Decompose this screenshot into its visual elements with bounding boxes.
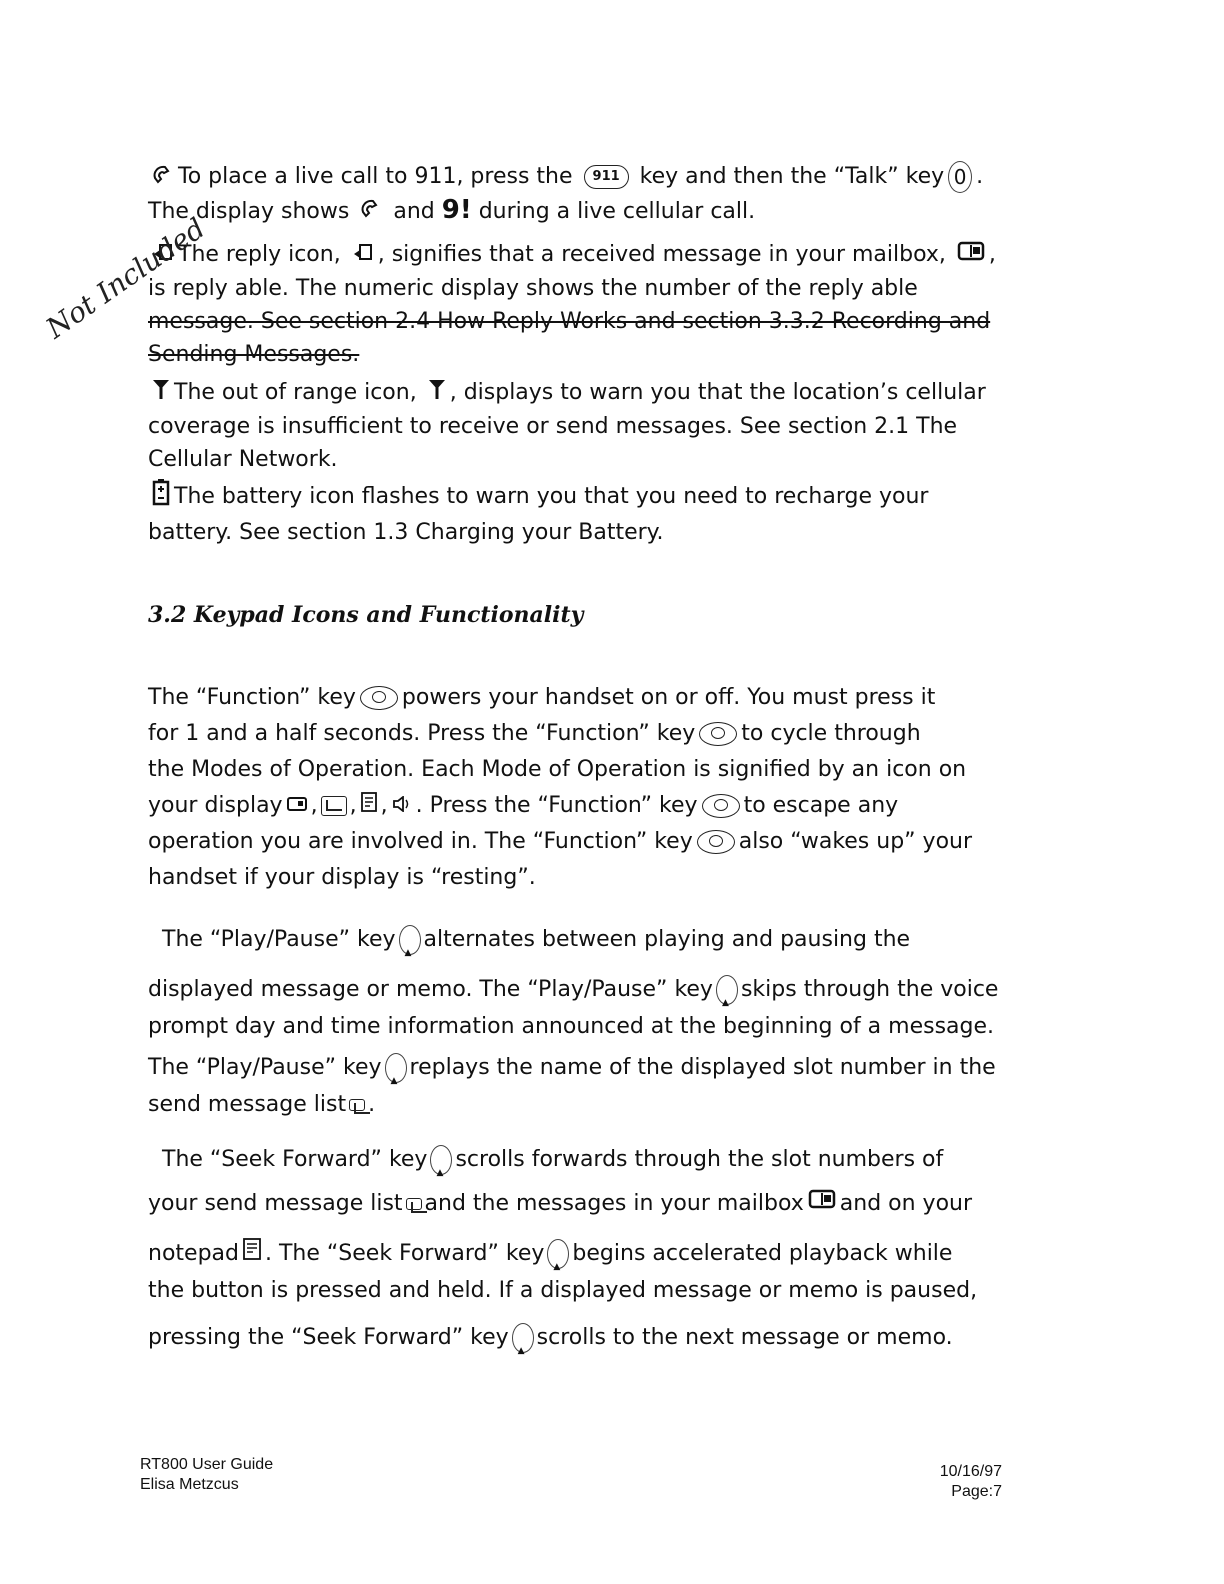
paragraph-play-pause: The “Play/Pause” key▲ alternates between playing and pausing the displayed message or memo. The “Play/Pause” key▲ skips through the voice prompt day and time information announced at the beginning of a message. The “Play/Pause” key▲ replays the name of the displayed slot number in the send message list . (148, 918, 1028, 1120)
911-key-icon: 911 (584, 165, 629, 189)
para-911-line-2: The display shows and 9! during a live cellular call. (148, 194, 1028, 229)
section-heading: 3.2 Keypad Icons and Functionality (148, 602, 584, 628)
911-display-glyph: 9! (441, 194, 472, 225)
para-reply-line-4: Sending Messages. (148, 341, 360, 367)
para-range-line-3: Cellular Network. (148, 446, 338, 472)
para-reply-line-2: is reply able. The numeric display shows the number of the reply able (148, 275, 918, 301)
reply-icon (352, 239, 374, 272)
play-pause-key-icon (385, 1053, 407, 1083)
footer-date: 10/16/97 (939, 1463, 1002, 1480)
footer-left (140, 1455, 273, 1495)
mailbox-icon (957, 239, 985, 272)
envelope-icon (321, 796, 347, 816)
para-battery-line-1: The battery icon flashes to warn you that you need to recharge your (148, 478, 1028, 516)
footer-right (940, 1462, 1002, 1502)
mailbox-icon (808, 1182, 836, 1226)
para-reply-line-1: The reply icon, , signifies that a received message in your mailbox, , (148, 238, 1028, 272)
para-battery-line-2: battery. See section 1.3 Charging your Battery. (148, 520, 664, 545)
seek-forward-key-icon (547, 1239, 569, 1269)
notepad-icon (243, 1232, 261, 1276)
paragraph-out-of-range (148, 376, 1028, 476)
handwritten-annotation: Not Included (40, 211, 212, 346)
function-key-icon (360, 686, 398, 710)
paragraph-reply (148, 238, 1028, 371)
play-pause-key-icon (716, 975, 738, 1005)
speaker-icon (392, 788, 412, 824)
phone-icon (152, 161, 174, 194)
envelope-icon (349, 1099, 365, 1111)
footer-doc-title: RT800 User Guide (140, 1456, 274, 1473)
function-key-icon (702, 794, 740, 818)
paragraph-battery (148, 478, 1028, 549)
play-pause-key-icon (399, 925, 421, 955)
paragraph-seek-forward: The “Seek Forward” key▲ scrolls forwards through the slot numbers of your send message list and the messages in your mailbox and on your notepad . The “Seek Forward” key▲ begins accelerated playback while the button is pressed and held. If a displayed message or memo is paused, pressing the “Seek Forward” key▲ scrolls to the next message or memo. (148, 1138, 1028, 1360)
envelope-icon (406, 1198, 422, 1210)
para-range-line-1: The out of range icon, , displays to warn you that the location’s cellular (148, 376, 1028, 410)
footer-page-number: Page:7 (951, 1483, 1002, 1500)
antenna-icon (428, 377, 446, 410)
function-key-icon (697, 830, 735, 854)
function-key-icon (699, 722, 737, 746)
paragraph-function-key: The “Function” key powers your handset on or off. You must press it for 1 and a half seconds. Press the “Function” key to cycle through the Modes of Operation. Each Mode of Operation is signified by an icon on your display , , , . Press the “Function” key to escape any operation you are involved in. The “Function” key also “wakes up” your handset if your display is “resting”. (148, 685, 973, 890)
seek-forward-key-icon (512, 1323, 534, 1353)
phone-icon (360, 195, 382, 228)
notepad-icon (361, 788, 377, 824)
para-reply-line-3: message. See section 2.4 How Reply Works and section 3.3.2 Recording and (148, 308, 991, 334)
talk-key-icon: 0 (948, 161, 972, 193)
para-range-line-2: coverage is insufficient to receive or send messages. See section 2.1 The (148, 413, 958, 439)
mailbox-icon (287, 788, 307, 824)
paragraph-911 (148, 160, 1028, 228)
footer-author: Elisa Metzcus (140, 1476, 239, 1493)
seek-forward-key-icon (430, 1145, 452, 1175)
antenna-icon (152, 377, 170, 410)
para-911-line-1: To place a live call to 911, press the 911 key and then the “Talk” key 0 . (148, 160, 1028, 194)
battery-icon (152, 478, 170, 516)
